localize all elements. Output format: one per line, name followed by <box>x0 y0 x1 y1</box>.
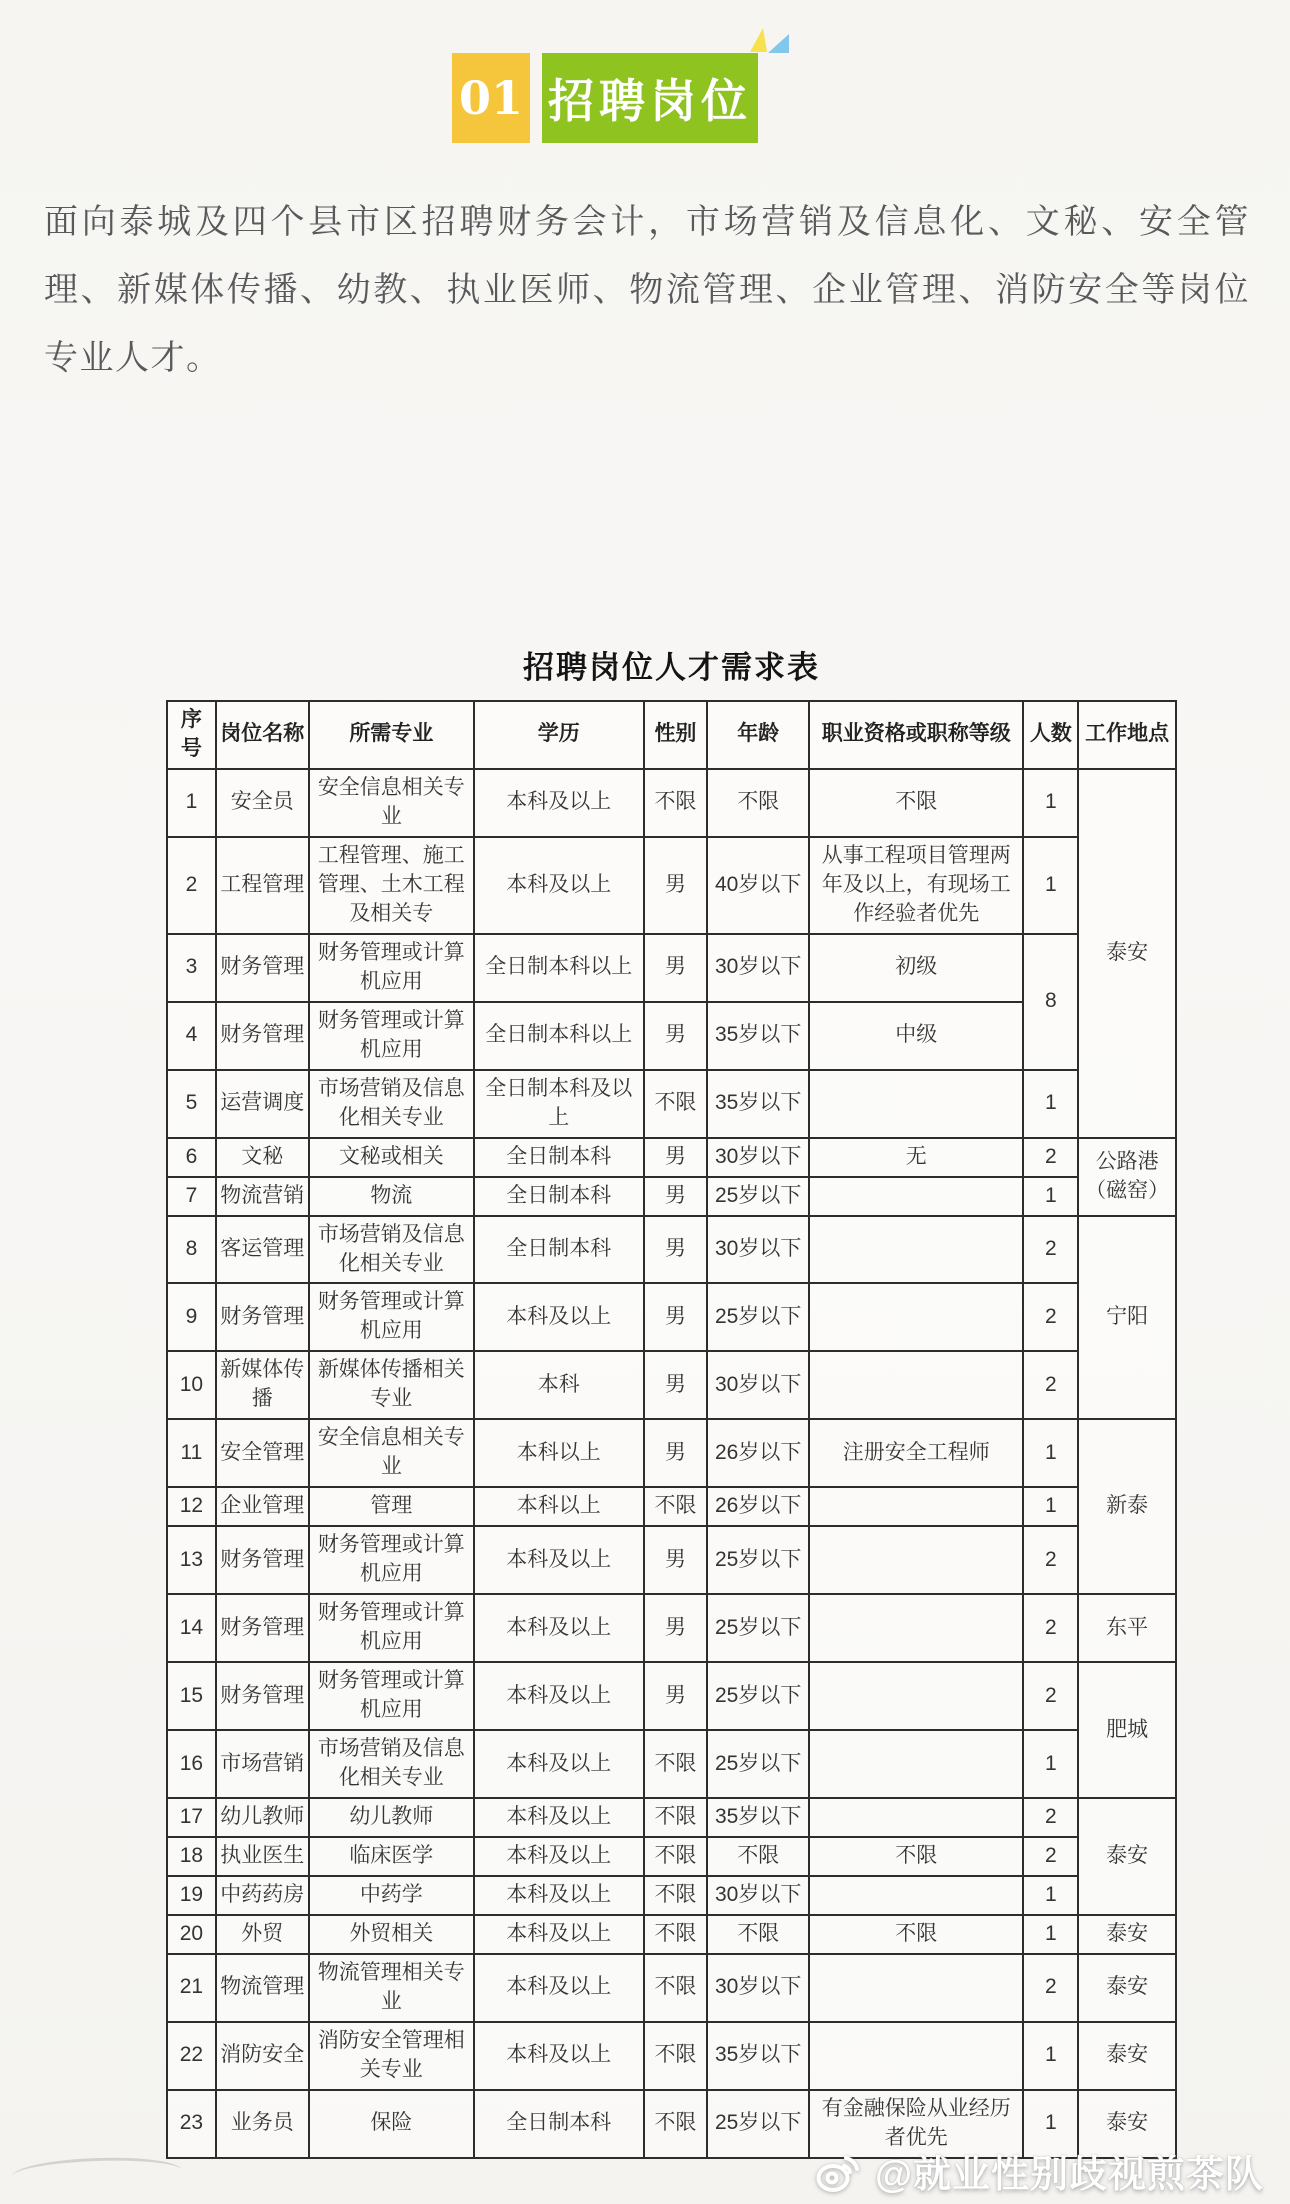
cell-qualification <box>809 1662 1023 1730</box>
cell-gender: 男 <box>644 1594 708 1662</box>
cell-education: 全日制本科 <box>474 2090 643 2158</box>
cell-location: 新泰 <box>1078 1419 1176 1594</box>
intro-paragraph: 面向泰城及四个县市区招聘财务会计，市场营销及信息化、文秘、安全管理、新媒体传播、幼教、执业医师、物流管理、企业管理、消防安全等岗位专业人才。 <box>44 203 1250 377</box>
cell-gender: 男 <box>644 1002 708 1070</box>
section-header <box>452 53 758 143</box>
cell-location: 公路港（磁窑） <box>1078 1138 1176 1216</box>
cell-qualification: 有金融保险从业经历者优先 <box>809 2090 1023 2158</box>
table-row <box>167 1730 1176 1798</box>
cell-qualification: 不限 <box>809 769 1023 837</box>
requirements-table <box>166 700 1177 2159</box>
cell-major: 文秘或相关 <box>309 1138 475 1177</box>
cell-major: 市场营销及信息化相关专业 <box>309 1730 475 1798</box>
cell-no: 10 <box>167 1351 216 1419</box>
cell-gender: 男 <box>644 1177 708 1216</box>
cell-qualification <box>809 1730 1023 1798</box>
cell-count: 1 <box>1023 1177 1078 1216</box>
cell-education: 本科及以上 <box>474 1915 643 1954</box>
cell-no: 17 <box>167 1798 216 1837</box>
cell-education: 本科及以上 <box>474 1876 643 1915</box>
cell-count: 1 <box>1023 769 1078 837</box>
cell-age: 35岁以下 <box>707 2022 809 2090</box>
cell-no: 21 <box>167 1954 216 2022</box>
table-row <box>167 1662 1176 1730</box>
table-row <box>167 769 1176 837</box>
cell-age: 25岁以下 <box>707 1526 809 1594</box>
column-header-education: 学历 <box>474 701 643 769</box>
cell-major: 财务管理或计算机应用 <box>309 934 475 1002</box>
cell-no: 16 <box>167 1730 216 1798</box>
cell-education: 全日制本科 <box>474 1138 643 1177</box>
cell-position: 财务管理 <box>216 1526 309 1594</box>
cell-count: 2 <box>1023 1662 1078 1730</box>
cell-no: 19 <box>167 1876 216 1915</box>
cell-position: 安全员 <box>216 769 309 837</box>
column-header-no: 序号 <box>167 701 216 769</box>
cell-age: 35岁以下 <box>707 1002 809 1070</box>
table-row <box>167 1216 1176 1284</box>
cell-qualification <box>809 1283 1023 1351</box>
cell-qualification: 中级 <box>809 1002 1023 1070</box>
cell-location: 肥城 <box>1078 1662 1176 1798</box>
table-row <box>167 1526 1176 1594</box>
cell-count: 2 <box>1023 1526 1078 1594</box>
weibo-icon <box>813 2148 867 2194</box>
table-row <box>167 1837 1176 1876</box>
watermark-text: @就业性别歧视煎茶队 <box>874 2154 1264 2196</box>
table-row <box>167 837 1176 934</box>
cell-qualification <box>809 1351 1023 1419</box>
cell-gender: 不限 <box>644 1876 708 1915</box>
cell-age: 25岁以下 <box>707 1594 809 1662</box>
column-header-location: 工作地点 <box>1078 701 1176 769</box>
table-row <box>167 1351 1176 1419</box>
cell-count: 2 <box>1023 1594 1078 1662</box>
cell-major: 财务管理或计算机应用 <box>309 1526 475 1594</box>
cell-qualification <box>809 1594 1023 1662</box>
cell-education: 本科及以上 <box>474 1283 643 1351</box>
cell-education: 全日制本科 <box>474 1177 643 1216</box>
cell-qualification: 不限 <box>809 1837 1023 1876</box>
cell-count: 1 <box>1023 837 1078 934</box>
cell-gender: 男 <box>644 1216 708 1284</box>
table-row <box>167 1070 1176 1138</box>
cell-age: 40岁以下 <box>707 837 809 934</box>
cell-qualification: 从事工程项目管理两年及以上，有现场工作经验者优先 <box>809 837 1023 934</box>
column-header-age: 年龄 <box>707 701 809 769</box>
cell-major: 安全信息相关专业 <box>309 769 475 837</box>
cell-count: 1 <box>1023 1487 1078 1526</box>
cell-major: 安全信息相关专业 <box>309 1419 475 1487</box>
cell-qualification: 不限 <box>809 1915 1023 1954</box>
cell-qualification <box>809 1876 1023 1915</box>
cell-count: 2 <box>1023 1283 1078 1351</box>
cell-qualification <box>809 1526 1023 1594</box>
cell-position: 财务管理 <box>216 1594 309 1662</box>
cell-position: 市场营销 <box>216 1730 309 1798</box>
cell-count: 1 <box>1023 1876 1078 1915</box>
cell-count: 1 <box>1023 2090 1078 2158</box>
cell-age: 25岁以下 <box>707 1730 809 1798</box>
cell-age: 不限 <box>707 1837 809 1876</box>
cell-position: 新媒体传播 <box>216 1351 309 1419</box>
cell-no: 6 <box>167 1138 216 1177</box>
table-row <box>167 2022 1176 2090</box>
cell-location: 泰安 <box>1078 1798 1176 1915</box>
cell-no: 11 <box>167 1419 216 1487</box>
cell-gender: 男 <box>644 1351 708 1419</box>
table-section <box>166 642 1177 2159</box>
cell-major: 财务管理或计算机应用 <box>309 1002 475 1070</box>
cell-education: 本科及以上 <box>474 2022 643 2090</box>
cell-major: 财务管理或计算机应用 <box>309 1594 475 1662</box>
watermark <box>813 2143 1264 2198</box>
cell-education: 本科及以上 <box>474 1954 643 2022</box>
cell-position: 运营调度 <box>216 1070 309 1138</box>
header-row <box>167 701 1176 769</box>
cell-education: 全日制本科以上 <box>474 934 643 1002</box>
cell-position: 物流管理 <box>216 1954 309 2022</box>
column-header-position: 岗位名称 <box>216 701 309 769</box>
cell-education: 全日制本科及以上 <box>474 1070 643 1138</box>
cell-qualification: 注册安全工程师 <box>809 1419 1023 1487</box>
corner-triangle-decoration-icon <box>748 28 792 54</box>
cell-gender: 不限 <box>644 1954 708 2022</box>
cell-major: 工程管理、施工管理、土木工程及相关专 <box>309 837 475 934</box>
cell-count: 2 <box>1023 1351 1078 1419</box>
cell-position: 财务管理 <box>216 1283 309 1351</box>
cell-gender: 男 <box>644 1283 708 1351</box>
cell-qualification <box>809 1487 1023 1526</box>
cell-qualification <box>809 1070 1023 1138</box>
cell-age: 35岁以下 <box>707 1798 809 1837</box>
cell-position: 消防安全 <box>216 2022 309 2090</box>
cell-qualification <box>809 1798 1023 1837</box>
cell-position: 执业医生 <box>216 1837 309 1876</box>
column-header-count: 人数 <box>1023 701 1078 769</box>
cell-gender: 男 <box>644 934 708 1002</box>
cell-count: 1 <box>1023 1915 1078 1954</box>
section-title-badge: 招聘岗位 <box>542 53 758 143</box>
cell-qualification <box>809 1216 1023 1284</box>
table-row <box>167 1419 1176 1487</box>
cell-education: 本科及以上 <box>474 769 643 837</box>
cell-gender: 不限 <box>644 1798 708 1837</box>
cell-count: 1 <box>1023 1730 1078 1798</box>
cell-no: 20 <box>167 1915 216 1954</box>
cell-location: 泰安 <box>1078 1954 1176 2022</box>
cell-position: 企业管理 <box>216 1487 309 1526</box>
cell-location: 东平 <box>1078 1594 1176 1662</box>
cell-position: 客运管理 <box>216 1216 309 1284</box>
cell-education: 本科及以上 <box>474 837 643 934</box>
cell-no: 4 <box>167 1002 216 1070</box>
table-row <box>167 1138 1176 1177</box>
cell-qualification: 无 <box>809 1138 1023 1177</box>
cell-qualification <box>809 1954 1023 2022</box>
cell-major: 幼儿教师 <box>309 1798 475 1837</box>
cell-age: 不限 <box>707 769 809 837</box>
cell-major: 管理 <box>309 1487 475 1526</box>
cell-gender: 不限 <box>644 2090 708 2158</box>
cell-major: 消防安全管理相关专业 <box>309 2022 475 2090</box>
cell-age: 25岁以下 <box>707 1662 809 1730</box>
table-row <box>167 1487 1176 1526</box>
table-row <box>167 1876 1176 1915</box>
cell-count: 1 <box>1023 1070 1078 1138</box>
cell-qualification <box>809 1177 1023 1216</box>
cell-age: 30岁以下 <box>707 1351 809 1419</box>
cell-education: 本科及以上 <box>474 1526 643 1594</box>
cell-age: 25岁以下 <box>707 2090 809 2158</box>
cell-age: 35岁以下 <box>707 1070 809 1138</box>
table-row <box>167 1954 1176 2022</box>
cell-location: 泰安 <box>1078 1915 1176 1954</box>
cell-major: 市场营销及信息化相关专业 <box>309 1216 475 1284</box>
cell-location: 泰安 <box>1078 2022 1176 2090</box>
table-row <box>167 1594 1176 1662</box>
cell-major: 物流管理相关专业 <box>309 1954 475 2022</box>
cell-education: 全日制本科以上 <box>474 1002 643 1070</box>
cell-gender: 不限 <box>644 1487 708 1526</box>
cell-no: 3 <box>167 934 216 1002</box>
cell-major: 临床医学 <box>309 1837 475 1876</box>
cell-position: 业务员 <box>216 2090 309 2158</box>
cell-education: 本科以上 <box>474 1487 643 1526</box>
cell-major: 中药学 <box>309 1876 475 1915</box>
cell-location: 泰安 <box>1078 2090 1176 2158</box>
cell-gender: 不限 <box>644 1730 708 1798</box>
column-header-major: 所需专业 <box>309 701 475 769</box>
cell-age: 26岁以下 <box>707 1487 809 1526</box>
cell-position: 财务管理 <box>216 934 309 1002</box>
cell-no: 23 <box>167 2090 216 2158</box>
cell-education: 本科 <box>474 1351 643 1419</box>
cell-gender: 男 <box>644 1526 708 1594</box>
cell-count: 2 <box>1023 1954 1078 2022</box>
cell-position: 文秘 <box>216 1138 309 1177</box>
cell-age: 30岁以下 <box>707 1954 809 2022</box>
cell-position: 物流营销 <box>216 1177 309 1216</box>
cell-age: 不限 <box>707 1915 809 1954</box>
cell-education: 本科以上 <box>474 1419 643 1487</box>
cell-age: 30岁以下 <box>707 1216 809 1284</box>
cell-count: 2 <box>1023 1138 1078 1177</box>
cell-position: 外贸 <box>216 1915 309 1954</box>
cell-count: 2 <box>1023 1216 1078 1284</box>
cell-location: 宁阳 <box>1078 1216 1176 1420</box>
cell-gender: 不限 <box>644 1837 708 1876</box>
cell-count: 2 <box>1023 1798 1078 1837</box>
cell-position: 中药药房 <box>216 1876 309 1915</box>
cell-major: 市场营销及信息化相关专业 <box>309 1070 475 1138</box>
cell-position: 安全管理 <box>216 1419 309 1487</box>
cell-no: 2 <box>167 837 216 934</box>
cell-age: 26岁以下 <box>707 1419 809 1487</box>
table-title: 招聘岗位人才需求表 <box>523 650 820 685</box>
cell-age: 30岁以下 <box>707 1876 809 1915</box>
cell-education: 本科及以上 <box>474 1730 643 1798</box>
cell-position: 工程管理 <box>216 837 309 934</box>
cell-no: 22 <box>167 2022 216 2090</box>
cell-gender: 不限 <box>644 2022 708 2090</box>
cell-major: 财务管理或计算机应用 <box>309 1283 475 1351</box>
table-row <box>167 1798 1176 1837</box>
cell-count: 1 <box>1023 1419 1078 1487</box>
cell-gender: 男 <box>644 1662 708 1730</box>
cell-education: 本科及以上 <box>474 1662 643 1730</box>
cell-no: 5 <box>167 1070 216 1138</box>
cell-major: 保险 <box>309 2090 475 2158</box>
cell-gender: 男 <box>644 1419 708 1487</box>
table-row <box>167 1283 1176 1351</box>
cell-count: 1 <box>1023 2022 1078 2090</box>
table-row <box>167 1177 1176 1216</box>
cell-gender: 不限 <box>644 769 708 837</box>
cell-age: 25岁以下 <box>707 1177 809 1216</box>
table-row <box>167 934 1176 1002</box>
cell-count: 2 <box>1023 1837 1078 1876</box>
cell-no: 18 <box>167 1837 216 1876</box>
cell-qualification <box>809 2022 1023 2090</box>
cell-position: 财务管理 <box>216 1002 309 1070</box>
cell-education: 全日制本科 <box>474 1216 643 1284</box>
section-number-badge: 01 <box>452 53 530 143</box>
cell-education: 本科及以上 <box>474 1798 643 1837</box>
cell-gender: 男 <box>644 1138 708 1177</box>
cell-age: 30岁以下 <box>707 1138 809 1177</box>
cell-qualification: 初级 <box>809 934 1023 1002</box>
cell-no: 15 <box>167 1662 216 1730</box>
table-head <box>167 701 1176 769</box>
scan-artifact-line <box>12 2155 183 2192</box>
cell-no: 1 <box>167 769 216 837</box>
cell-no: 12 <box>167 1487 216 1526</box>
cell-age: 25岁以下 <box>707 1283 809 1351</box>
cell-gender: 不限 <box>644 1915 708 1954</box>
cell-no: 13 <box>167 1526 216 1594</box>
cell-education: 本科及以上 <box>474 1837 643 1876</box>
column-header-gender: 性别 <box>644 701 708 769</box>
cell-age: 30岁以下 <box>707 934 809 1002</box>
cell-no: 8 <box>167 1216 216 1284</box>
table-body <box>167 769 1176 2158</box>
cell-gender: 不限 <box>644 1070 708 1138</box>
cell-major: 财务管理或计算机应用 <box>309 1662 475 1730</box>
cell-major: 外贸相关 <box>309 1915 475 1954</box>
cell-count: 8 <box>1023 934 1078 1070</box>
column-header-qualification: 职业资格或职称等级 <box>809 701 1023 769</box>
cell-education: 本科及以上 <box>474 1594 643 1662</box>
cell-position: 幼儿教师 <box>216 1798 309 1837</box>
cell-major: 物流 <box>309 1177 475 1216</box>
cell-major: 新媒体传播相关专业 <box>309 1351 475 1419</box>
cell-location: 泰安 <box>1078 769 1176 1138</box>
cell-position: 财务管理 <box>216 1662 309 1730</box>
cell-no: 14 <box>167 1594 216 1662</box>
cell-no: 9 <box>167 1283 216 1351</box>
cell-no: 7 <box>167 1177 216 1216</box>
table-row <box>167 1915 1176 1954</box>
cell-gender: 男 <box>644 837 708 934</box>
